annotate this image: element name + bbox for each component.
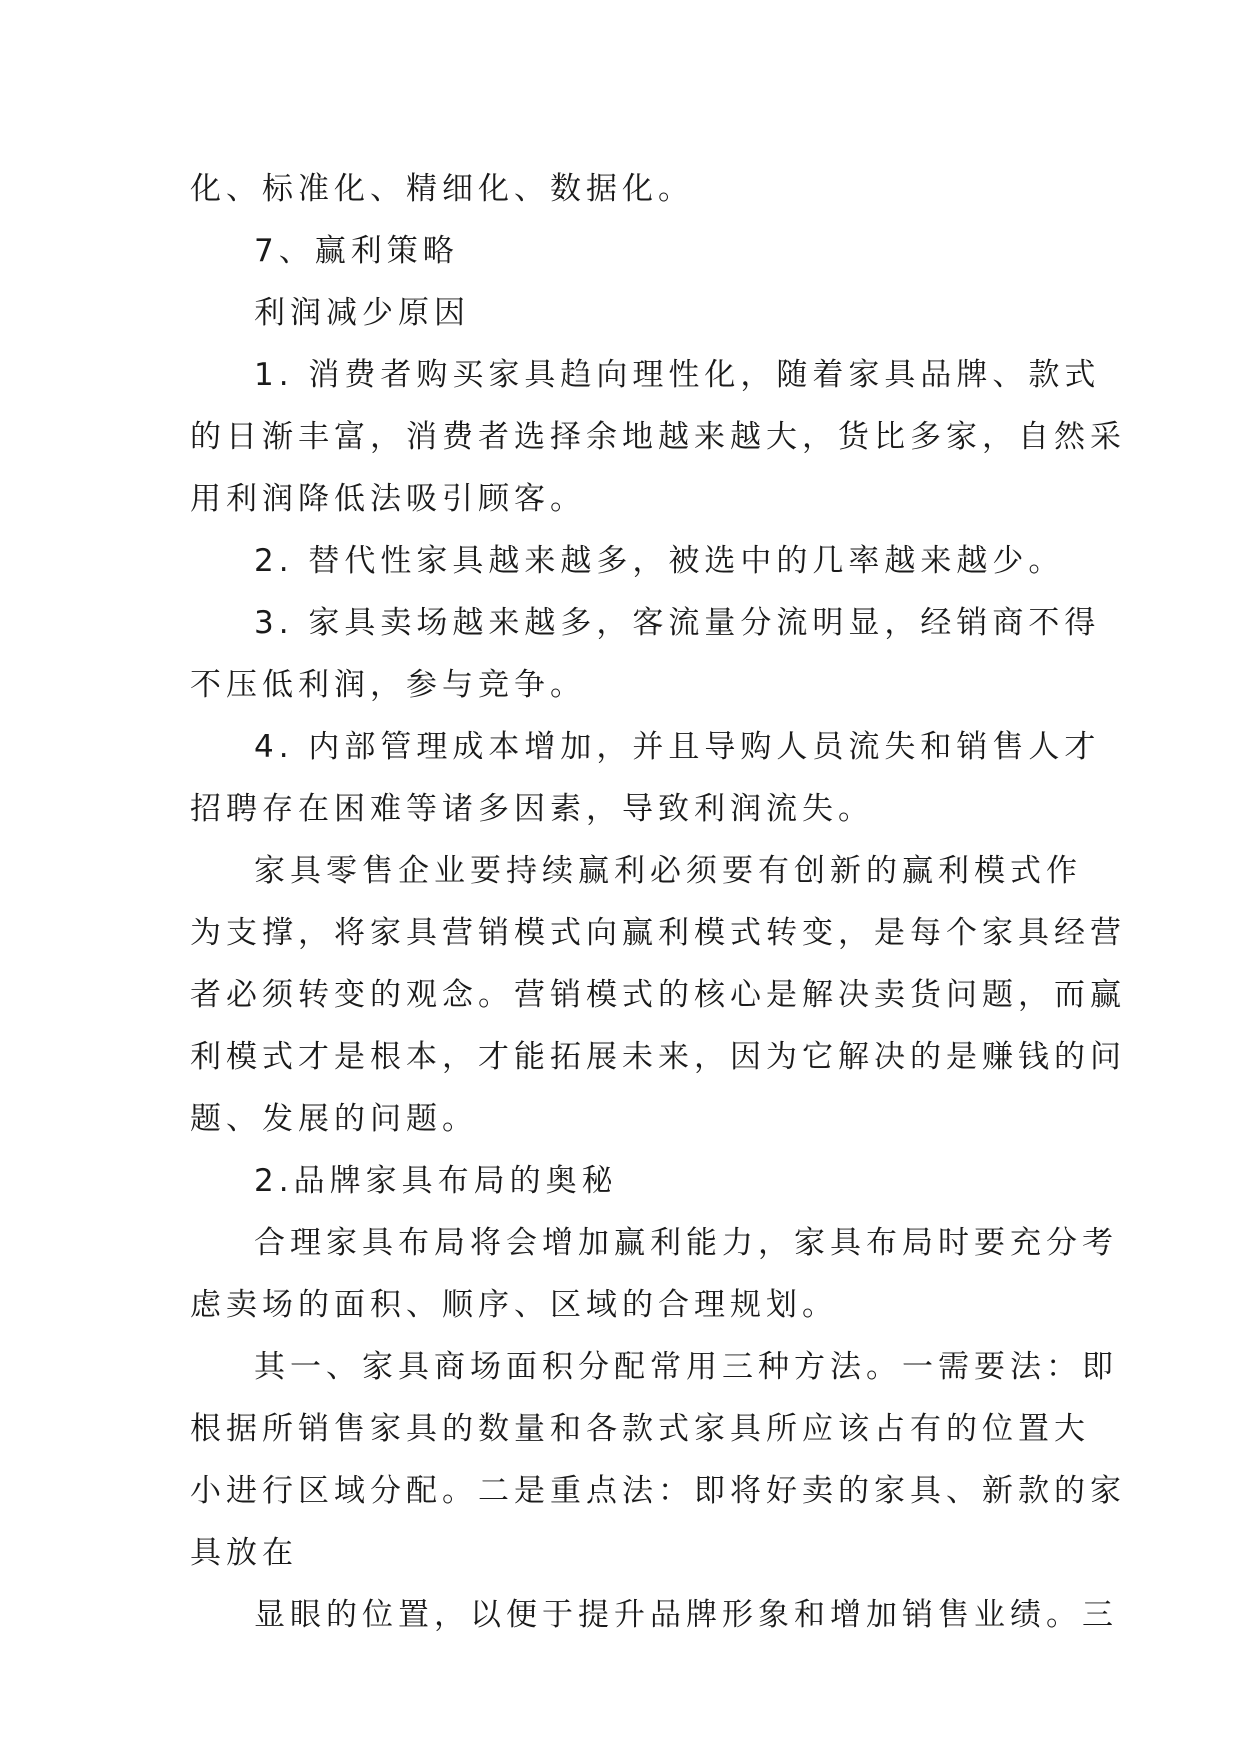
subheading: 利润减少原因 xyxy=(254,295,470,331)
paragraph-line: 虑卖场的面积、顺序、区域的合理规划。 xyxy=(190,1287,838,1323)
paragraph-line: 题、发展的问题。 xyxy=(190,1101,478,1137)
document-body xyxy=(190,158,1126,1646)
section-heading: 2.品牌家具布局的奥秘 xyxy=(254,1163,618,1199)
list-item-3-line: 3. 家具卖场越来越多，客流量分流明显，经销商不得 xyxy=(254,605,1101,641)
paragraph-line: 家具零售企业要持续赢利必须要有创新的赢利模式作 xyxy=(254,853,1082,889)
list-item-1-line: 用利润降低法吸引顾客。 xyxy=(190,481,586,517)
list-item-1-line: 1. 消费者购买家具趋向理性化，随着家具品牌、款式 xyxy=(254,357,1101,393)
paragraph-line: 显眼的位置，以便于提升品牌形象和增加销售业绩。三 xyxy=(254,1597,1118,1633)
list-item-2-line: 2. 替代性家具越来越多，被选中的几率越来越少。 xyxy=(254,543,1065,579)
paragraph-line: 其一、家具商场面积分配常用三种方法。一需要法：即 xyxy=(254,1349,1118,1385)
paragraph-line: 者必须转变的观念。营销模式的核心是解决卖货问题，而赢 xyxy=(190,977,1126,1013)
paragraph-line: 为支撑，将家具营销模式向赢利模式转变，是每个家具经营 xyxy=(190,915,1126,951)
section-heading: 7、赢利策略 xyxy=(254,233,459,269)
list-item-4-line: 4. 内部管理成本增加，并且导购人员流失和销售人才 xyxy=(254,729,1101,765)
list-item-1-line: 的日渐丰富，消费者选择余地越来越大，货比多家，自然采 xyxy=(190,419,1126,455)
paragraph-line: 根据所销售家具的数量和各款式家具所应该占有的位置大 xyxy=(190,1411,1090,1447)
paragraph-line: 合理家具布局将会增加赢利能力，家具布局时要充分考 xyxy=(254,1225,1118,1261)
paragraph-line: 小进行区域分配。二是重点法：即将好卖的家具、新款的家 xyxy=(190,1473,1126,1509)
list-item-4-line: 招聘存在困难等诸多因素，导致利润流失。 xyxy=(190,791,874,827)
paragraph-line: 具放在 xyxy=(190,1535,298,1571)
paragraph-line: 利模式才是根本，才能拓展未来，因为它解决的是赚钱的问 xyxy=(190,1039,1126,1075)
text-line: 化、标准化、精细化、数据化。 xyxy=(190,171,694,207)
list-item-3-line: 不压低利润，参与竞争。 xyxy=(190,667,586,703)
